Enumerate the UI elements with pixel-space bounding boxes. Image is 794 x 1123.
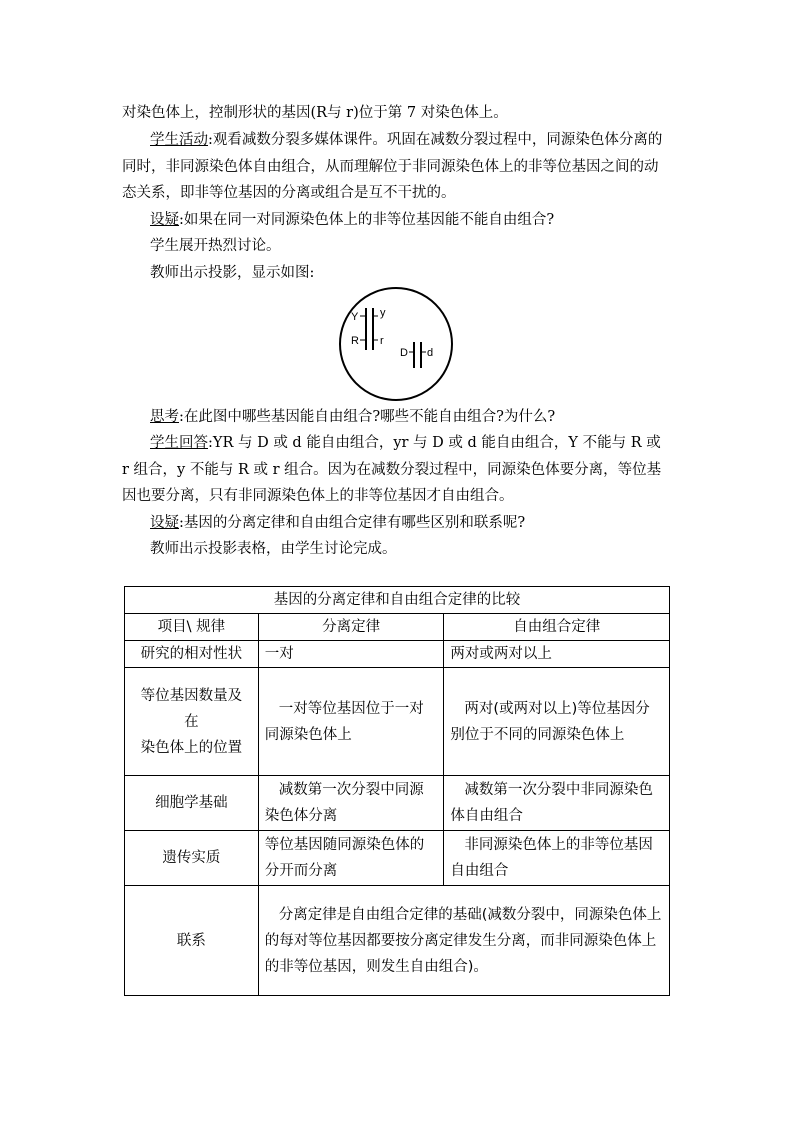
paragraph-student-answer (122, 430, 670, 510)
comparison-table (124, 586, 670, 996)
row-independent: 两对或两对以上 (444, 641, 670, 668)
row-item-line: 等位基因数量及 (140, 687, 243, 704)
table-header-row (125, 614, 670, 641)
paragraph-text: 学生展开热烈讨论。 (150, 238, 281, 254)
allele-label-D: D (400, 347, 408, 359)
label-student-answer: 学生回答 (150, 435, 208, 451)
paragraph-think (122, 404, 670, 431)
header-segregation: 分离定律 (258, 614, 444, 641)
paragraph-text: :如果在同一对同源染色体上的非等位基因能不能自由组合? (179, 212, 555, 228)
table-row (125, 886, 670, 996)
row-item: 细胞学基础 (125, 776, 259, 831)
paragraph-text: 教师出示投影表格，由学生讨论完成。 (150, 541, 397, 557)
allele-label-Y: Y (351, 311, 359, 323)
row-item: 遗传实质 (125, 831, 259, 886)
row-segregation: 一对 (258, 641, 444, 668)
row-segregation: 等位基因随同源染色体的分开而分离 (258, 831, 444, 886)
label-question: 设疑 (150, 212, 179, 228)
row-independent: 两对(或两对以上)等位基因分别位于不同的同源染色体上 (444, 668, 670, 776)
row-independent: 非同源染色体上的非等位基因自由组合 (444, 831, 670, 886)
allele-label-R: R (351, 335, 359, 347)
row-item-line: 在 (184, 713, 199, 730)
table-row (125, 668, 670, 776)
row-segregation: 减数第一次分裂中同源染色体分离 (258, 776, 444, 831)
paragraph-text: :在此图中哪些基因能自由组合?哪些不能自由组合?为什么? (179, 409, 556, 425)
table-caption: 基因的分离定律和自由组合定律的比较 (125, 587, 670, 614)
paragraph-text: 教师出示投影，显示如图: (150, 265, 315, 281)
header-independent: 自由组合定律 (444, 614, 670, 641)
paragraph-table-intro (122, 536, 670, 563)
allele-label-r: r (380, 335, 384, 347)
table-row (125, 831, 670, 886)
row-independent: 减数第一次分裂中非同源染色体自由组合 (444, 776, 670, 831)
paragraph-projection (122, 260, 670, 287)
paragraph-text: :YR 与 D 或 d 能自由组合，yr 与 D 或 d 能自由组合，Y 不能与 R 或 r 组合，y 不能与 R 或 r 组合。因为在减数分裂过程中，同源染色体要分离，等位基因也要分离，只有非同源染色体上的非等位基因才自由组合。 (122, 435, 662, 504)
paragraph-student-activity (122, 127, 670, 207)
row-item: 研究的相对性状 (125, 641, 259, 668)
table-row (125, 776, 670, 831)
label-think: 思考 (150, 409, 179, 425)
allele-label-d: d (427, 347, 434, 359)
row-item (125, 668, 259, 776)
label-student-activity: 学生活动 (150, 132, 208, 148)
row-item-link: 联系 (125, 886, 259, 996)
paragraph-question-1 (122, 207, 670, 234)
header-item: 项目\ 规律 (125, 614, 259, 641)
table-row (125, 641, 670, 668)
row-link-text: 分离定律是自由组合定律的基础(减数分裂中，同源染色体上的每对等位基因都要按分离定律发生分离，而非同源染色体上的非等位基因，则发生自由组合)。 (258, 886, 669, 996)
paragraph-intro (122, 100, 670, 127)
chromosome-diagram (338, 286, 454, 402)
label-question: 设疑 (150, 515, 179, 531)
paragraph-text: 对染色体上，控制形状的基因(R与 r)位于第 7 对染色体上。 (122, 105, 508, 121)
row-segregation: 一对等位基因位于一对同源染色体上 (258, 668, 444, 776)
paragraph-question-2 (122, 510, 670, 537)
row-item-line: 染色体上的位置 (140, 739, 243, 756)
allele-label-y: y (380, 307, 386, 319)
paragraph-text: :观看减数分裂多媒体课件。巩固在减数分裂过程中，同源染色体分离的同时，非同源染色体自由组合，从而理解位于非同源染色体上的非等位基因之间的动态关系，即非等位基因的分离或组合是互不干扰的。 (122, 132, 663, 201)
paragraph-text: :基因的分离定律和自由组合定律有哪些区别和联系呢? (179, 515, 526, 531)
paragraph-discussion (122, 233, 670, 260)
